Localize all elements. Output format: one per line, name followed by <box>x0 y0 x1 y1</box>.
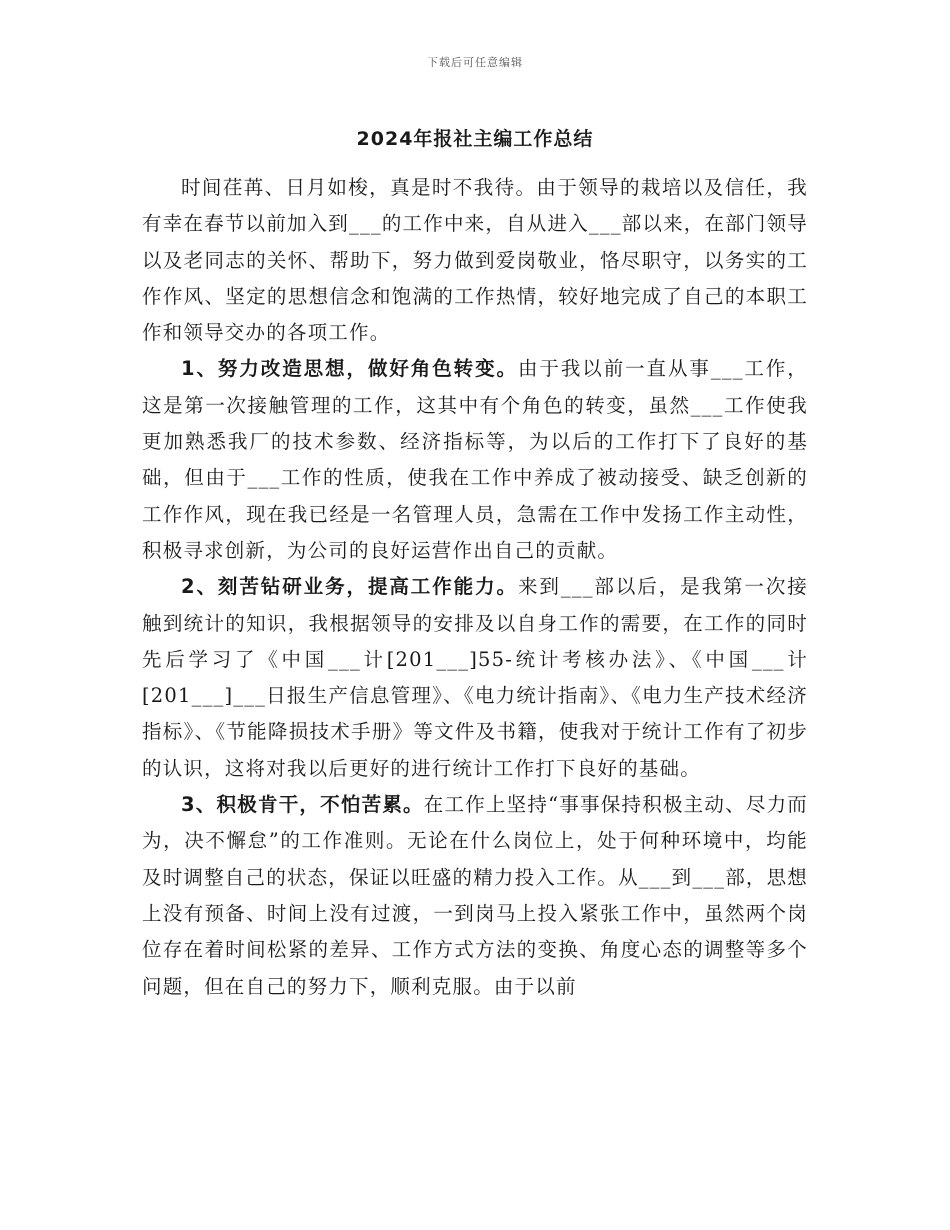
paragraph-1 <box>142 351 808 569</box>
paragraph-heading: 3、积极肯干，不怕苦累。 <box>181 793 424 817</box>
header-note: 下载后可任意编辑 <box>427 56 523 69</box>
document-body <box>142 170 808 1005</box>
document-title: 2024年报社主编工作总结 <box>356 128 594 150</box>
paragraph-text: 由于我以前一直从事___工作，这是第一次接触管理的工作，这其中有个角色的转变，虽然___工作使我更加熟悉我厂的技术参数、经济指标等，为以后的工作打下了良好的基础，但由于___工作的性质，使我在工作中养成了被动接受、缺乏创新的工作作风，现在我已经是一名管理人员，急需在工作中发扬工作主动性，积极寻求创新，为公司的良好运营作出自己的贡献。 <box>142 357 808 562</box>
paragraph-text: 来到___部以后，是我第一次接触到统计的知识，我根据领导的安排及以自身工作的需要，在工作的同时先后学习了《中国___计[201___]55-统计考核办法》、《中国___计[201___]___日报生产信息管理》、《电力统计指南》、《电力生产技术经济指标》、《节能降损技术手册》等文件及书籍，使我对于统计工作有了初步的认识，这将对我以后更好的进行统计工作打下良好的基础。 <box>142 575 808 780</box>
paragraph-heading: 1、努力改造思想，做好角色转变。 <box>181 357 518 381</box>
paragraph-2 <box>142 569 808 787</box>
paragraph-heading: 2、刻苦钻研业务，提高工作能力。 <box>181 575 518 599</box>
paragraph-3 <box>142 787 808 1005</box>
paragraph-text: 时间荏苒、日月如梭，真是时不我待。由于领导的栽培以及信任，我有幸在春节以前加入到___的工作中来，自从进入___部以来，在部门领导以及老同志的关怀、帮助下，努力做到爱岗敬业，恪尽职守，以务实的工作作风、坚定的思想信念和饱满的工作热情，较好地完成了自己的本职工作和领导交办的各项工作。 <box>142 176 809 345</box>
paragraph-text: 在工作上坚持“事事保持积极主动、尽力而为，决不懈怠”的工作准则。无论在什么岗位上，处于何种环境中，均能及时调整自己的状态，保证以旺盛的精力投入工作。从___到___部，思想上没有预备、时间上没有过渡，一到岗马上投入紧张工作中，虽然两个岗位存在着时间松紧的差异、工作方式方法的变换、角度心态的调整等多个问题，但在自己的努力下，顺利克服。由于以前 <box>142 793 809 998</box>
paragraph-intro <box>142 170 808 351</box>
